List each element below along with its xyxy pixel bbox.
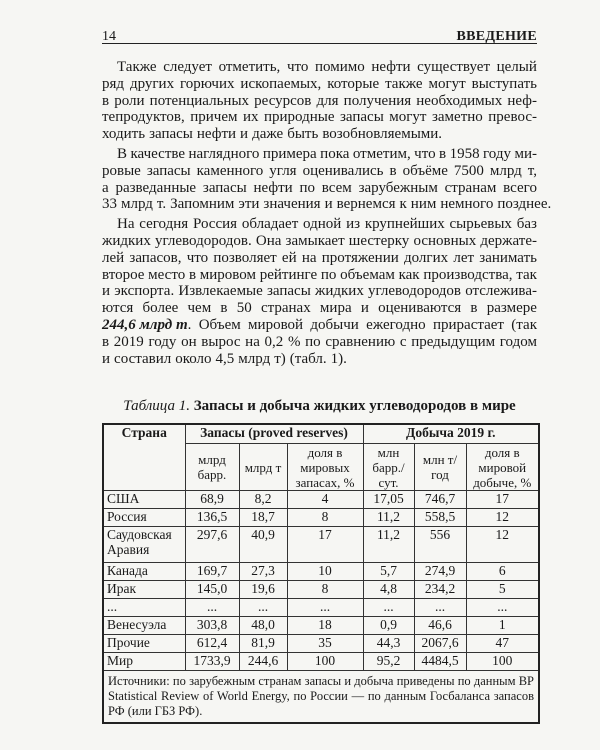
table-row: [103, 563, 539, 581]
value-cell: 100: [287, 653, 363, 671]
table-row: [103, 617, 539, 635]
value-cell: 169,7: [185, 563, 239, 581]
country-cell: Венесуэла: [103, 617, 185, 635]
value-cell: 46,6: [414, 617, 466, 635]
country-cell: США: [103, 491, 185, 509]
text-line: лей запасов, что позволяет ей на протяжении долгих лет занимать: [102, 249, 537, 266]
value-cell: 27,3: [239, 563, 287, 581]
value-cell: 746,7: [414, 491, 466, 509]
value-cell: 5,7: [363, 563, 414, 581]
emphasis-reserves: 244,6 млрд т: [102, 316, 188, 333]
value-cell: 136,5: [185, 509, 239, 527]
paragraph: [102, 59, 537, 143]
text-line: 33 млрд т. Запомним эти значения и вернемся к ним немного позднее.: [102, 196, 552, 213]
text-line: а разведанные запасы нефти по всем зарубежным странам всего: [102, 179, 537, 196]
value-cell: 48,0: [239, 617, 287, 635]
value-cell: 95,2: [363, 653, 414, 671]
table-row: [103, 509, 539, 527]
value-cell: 11,2: [363, 527, 414, 563]
value-cell: 12: [466, 527, 539, 563]
value-cell: 0,9: [363, 617, 414, 635]
value-cell: ...: [287, 599, 363, 617]
value-cell: ...: [363, 599, 414, 617]
value-cell: 8: [287, 581, 363, 599]
value-cell: ...: [185, 599, 239, 617]
text-line: ровые запасы каменного угля оценивались в объёме 7500 млрд т,: [102, 162, 537, 179]
col-subheader: млрд т: [239, 444, 287, 491]
text-line: в 2019 году он вырос на 0,2 % по сравнению с предыдущим годом: [102, 333, 537, 350]
country-cell: Россия: [103, 509, 185, 527]
text-line: тепродуктов, причем их природные запасы могут заметно превос-: [102, 109, 537, 126]
value-cell: 297,6: [185, 527, 239, 563]
text-line: и экспорта. Извлекаемые запасы жидких углеводородов отслежива-: [102, 283, 537, 300]
table-caption-label: Таблица 1.: [123, 398, 190, 414]
table-row: [103, 491, 539, 509]
body-text: [102, 59, 552, 367]
value-cell: 18: [287, 617, 363, 635]
value-cell: 274,9: [414, 563, 466, 581]
col-subheader: доля в мировой добыче, %: [466, 444, 539, 491]
text-line: В качестве наглядного примера пока отметим, что в 1958 году ми-: [117, 145, 537, 162]
value-cell: 558,5: [414, 509, 466, 527]
value-cell: ...: [239, 599, 287, 617]
value-cell: 6: [466, 563, 539, 581]
table-row: [103, 527, 539, 563]
paragraph: [102, 145, 552, 213]
country-cell: Канада: [103, 563, 185, 581]
text-line: жидких углеводородов. Она замыкает шестерку основных держате-: [102, 232, 537, 249]
value-cell: 1733,9: [185, 653, 239, 671]
value-cell: 17,05: [363, 491, 414, 509]
value-cell: 10: [287, 563, 363, 581]
col-subheader: млн барр./ сут.: [363, 444, 414, 491]
text-line: ются более чем в 50 странах мира и оцениваются в размере: [102, 300, 537, 317]
value-cell: 19,6: [239, 581, 287, 599]
running-header: [102, 29, 537, 44]
table-row: [103, 635, 539, 653]
col-header-production: Добыча 2019 г.: [363, 424, 539, 444]
table-source-note: Источники: по зарубежным странам запасы и добыча приведены по данным BP Statistical Review of World Energy, по России — по данным Госбаланса запасов РФ (или ГБЗ РФ).: [103, 671, 539, 724]
col-subheader: доля в мировых запасах, %: [287, 444, 363, 491]
col-header-country: Страна: [103, 424, 185, 491]
text-line: На сегодня Россия обладает одной из крупнейших сырьевых баз: [117, 216, 537, 233]
value-cell: 8: [287, 509, 363, 527]
table-row: [103, 653, 539, 671]
value-cell: 17: [287, 527, 363, 563]
col-subheader: млн т/ год: [414, 444, 466, 491]
table-caption: [102, 398, 537, 415]
value-cell: 68,9: [185, 491, 239, 509]
value-cell: 234,2: [414, 581, 466, 599]
table-caption-title: Запасы и добыча жидких углеводородов в мире: [193, 398, 516, 414]
page-number: 14: [102, 29, 116, 44]
text-line: ряд других горючих ископаемых, которые также могут выступать: [102, 75, 537, 92]
value-cell: 2067,6: [414, 635, 466, 653]
text-line: второе место в мировом рейтинге по объемам как производства, так: [102, 266, 537, 283]
value-cell: 81,9: [239, 635, 287, 653]
value-cell: 556: [414, 527, 466, 563]
section-title: ВВЕДЕНИЕ: [456, 29, 537, 44]
col-subheader: млрд барр.: [185, 444, 239, 491]
country-cell: Ирак: [103, 581, 185, 599]
country-cell: Мир: [103, 653, 185, 671]
value-cell: 4484,5: [414, 653, 466, 671]
reserves-production-table: [102, 423, 540, 724]
text-line: Также следует отметить, что помимо нефти существует целый: [117, 59, 537, 75]
value-cell: 11,2: [363, 509, 414, 527]
value-cell: ...: [466, 599, 539, 617]
value-cell: 100: [466, 653, 539, 671]
text-line: ходить запасы нефти и даже быть возобновляемыми.: [102, 126, 443, 143]
value-cell: 4: [287, 491, 363, 509]
value-cell: 1: [466, 617, 539, 635]
text-fragment: . Объем мировой добычи ежегодно прирастает (так: [187, 316, 537, 333]
text-line: [102, 317, 537, 334]
value-cell: 612,4: [185, 635, 239, 653]
value-cell: 4,8: [363, 581, 414, 599]
country-cell: Прочие: [103, 635, 185, 653]
country-cell: Саудовская Аравия: [103, 527, 185, 563]
table-row: [103, 581, 539, 599]
value-cell: 303,8: [185, 617, 239, 635]
value-cell: 40,9: [239, 527, 287, 563]
value-cell: 47: [466, 635, 539, 653]
value-cell: 35: [287, 635, 363, 653]
value-cell: 44,3: [363, 635, 414, 653]
value-cell: 145,0: [185, 581, 239, 599]
value-cell: 5: [466, 581, 539, 599]
paragraph: [102, 216, 537, 367]
value-cell: ...: [414, 599, 466, 617]
value-cell: 8,2: [239, 491, 287, 509]
value-cell: 17: [466, 491, 539, 509]
text-line: в роли потенциальных ресурсов для получения необходимых неф-: [102, 92, 537, 109]
country-cell: ...: [103, 599, 185, 617]
value-cell: 12: [466, 509, 539, 527]
text-line: и составил около 4,5 млрд т) (табл. 1).: [102, 350, 347, 367]
value-cell: 18,7: [239, 509, 287, 527]
value-cell: 244,6: [239, 653, 287, 671]
col-header-reserves: Запасы (proved reserves): [185, 424, 363, 444]
table-row: [103, 599, 539, 617]
